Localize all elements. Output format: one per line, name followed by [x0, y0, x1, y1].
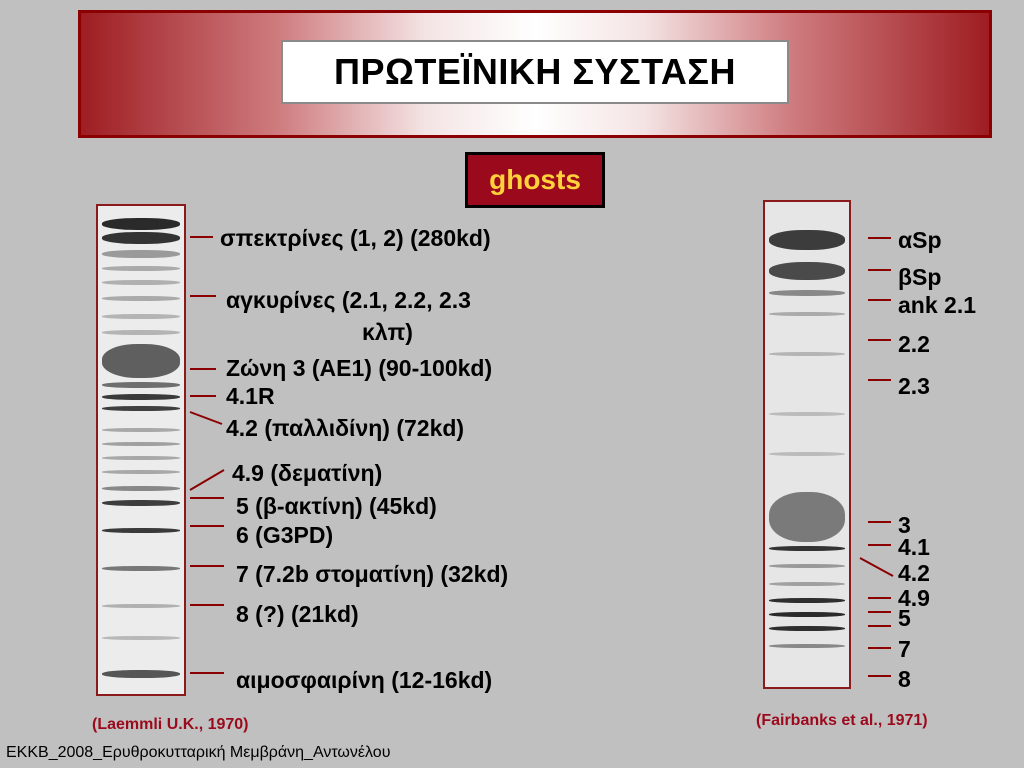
label-band49-right: 4.9 — [898, 585, 930, 611]
label-spectrin: σπεκτρίνες (1, 2) (280kd) — [220, 225, 491, 251]
label-band49: 4.9 (δεματίνη) — [232, 460, 383, 486]
footer-text: ΕΚΚΒ_2008_Ερυθροκυτταρική Μεμβράνη_Αντωνέλου — [6, 744, 391, 761]
label-band41-right: 4.1 — [898, 534, 930, 560]
label-band5-right: 5 — [898, 605, 911, 631]
label-band23: 2.3 — [898, 373, 930, 399]
label-band41: 4.1R — [226, 383, 275, 409]
ghosts-badge: ghosts — [465, 152, 605, 208]
label-band5: 5 (β-ακτίνη) (45kd) — [236, 493, 437, 519]
label-band22: 2.2 — [898, 331, 930, 357]
label-band8-right: 8 — [898, 666, 911, 692]
page-title: ΠΡΩΤΕΪΝΙΚΗ ΣΥΣΤΑΣΗ — [281, 40, 789, 104]
label-band6: 6 (G3PD) — [236, 522, 334, 548]
label-band7: 7 (7.2b στοματίνη) (32kd) — [236, 561, 509, 587]
label-ank21: ank 2.1 — [898, 292, 976, 318]
label-beta-spectrin: βSp — [898, 264, 942, 290]
label-band3: Ζώνη 3 (ΑΕ1) (90-100kd) — [226, 355, 493, 381]
label-band42: 4.2 (παλλιδίνη) (72kd) — [226, 415, 465, 441]
label-band7-right: 7 — [898, 636, 911, 662]
label-band42-right: 4.2 — [898, 560, 930, 586]
label-hemoglobin: αιμοσφαιρίνη (12-16kd) — [236, 667, 493, 693]
label-band8: 8 (?) (21kd) — [236, 601, 359, 627]
label-band3-right: 3 — [898, 512, 911, 538]
citation-laemmli: (Laemmli U.K., 1970) — [92, 716, 249, 733]
citation-fairbanks: (Fairbanks et al., 1971) — [756, 712, 928, 729]
label-alpha-spectrin: αSp — [898, 227, 942, 253]
label-ankyrin-cont: κλπ) — [362, 319, 413, 345]
label-ankyrin: αγκυρίνες (2.1, 2.2, 2.3 — [226, 287, 471, 313]
